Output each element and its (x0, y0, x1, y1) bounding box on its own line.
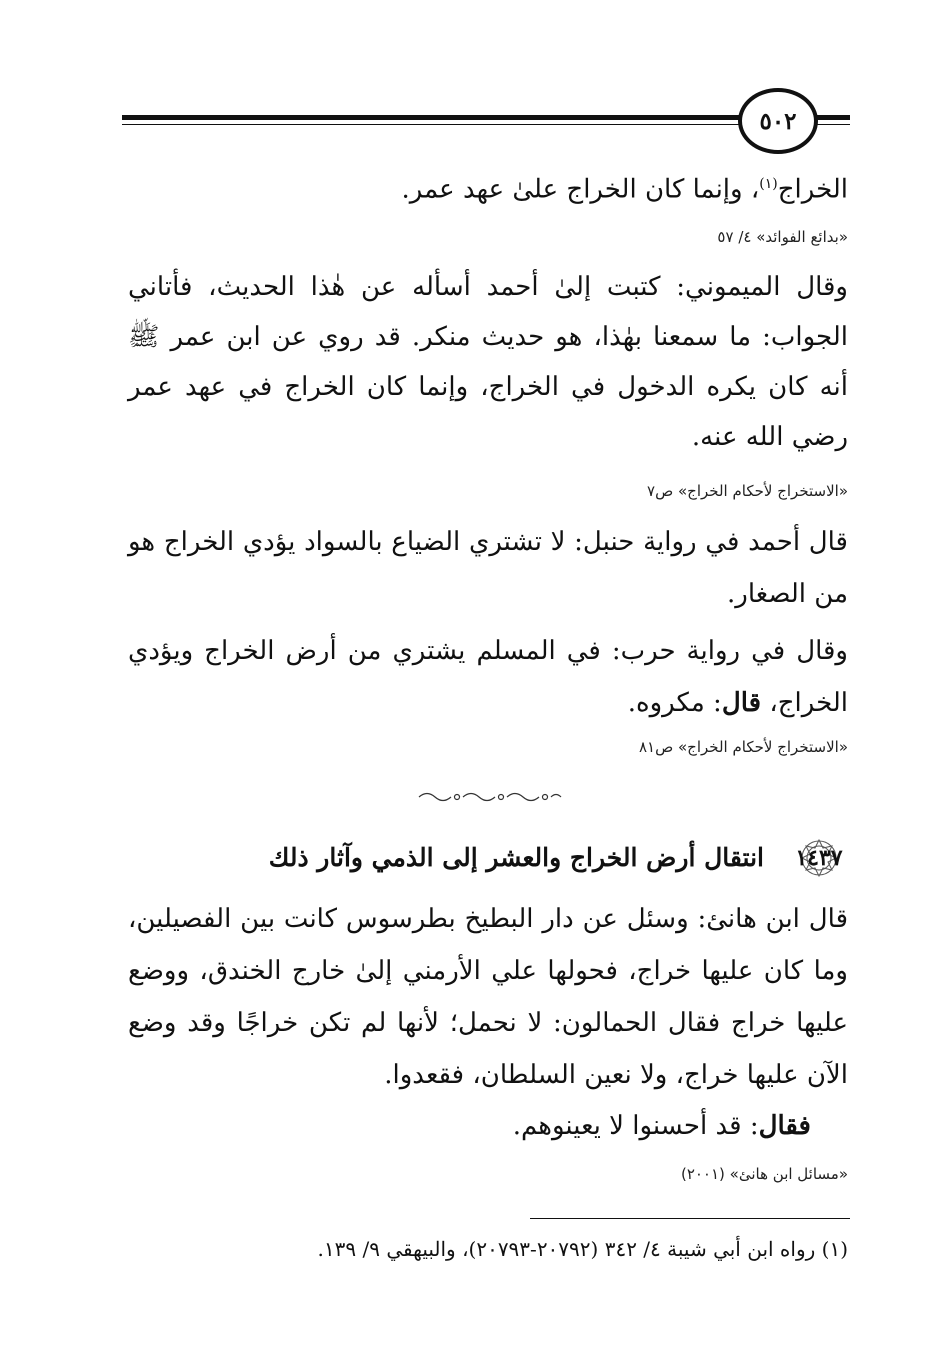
source-citation-2: «الاستخراج لأحكام الخراج» ص٧ (647, 482, 848, 500)
ornament-divider (415, 790, 565, 804)
answer-label: فقال (758, 1111, 811, 1141)
page-number: ٥٠٢ (738, 88, 818, 154)
paragraph-4-end: : مكروه. (627, 688, 722, 718)
paragraph-4 (128, 625, 848, 729)
paragraph-1 (128, 158, 848, 216)
source-citation-3: «الاستخراج لأحكام الخراج» ص٨١ (638, 738, 848, 756)
paragraph-1-rest: ، وإنما كان الخراج علىٰ عهد عمر. (401, 174, 760, 205)
paragraph-3: قال أحمد في رواية حنبل: لا تشتري الضياع بالسواد يؤدي الخراج هو من الصغار. (128, 527, 848, 609)
source-citation-1: «بدائع الفوائد» ٤/ ٥٧ (717, 228, 848, 246)
section-paragraph: قال ابن هانئ: وسئل عن دار البطيخ بطرسوس كانت بين الفصيلين، وما كان عليها خراج، فحولها علي الأرمني إلىٰ خارج الخندق، ووضع عليها خراج فقال الحمالون: لا نحمل؛ لأنها لم تكن خراجًا وقد وضع الآن عليها خراج، ولا نعين السلطان، فقعدوا. (128, 904, 848, 1090)
section-answer (91, 1100, 811, 1152)
footnote-rule (530, 1218, 850, 1219)
section-number: ١٤٣٧ (795, 845, 843, 871)
said-label: قال (721, 688, 762, 718)
source-citation-4: «مسائل ابن هانئ» (٢٠٠١) (680, 1165, 848, 1183)
paragraph-2: وقال الميموني: كتبت إلىٰ أحمد أسأله عن هٰذا الحديث، فأتاني الجواب: ما سمعنا بهٰذا، هو حديث منكر. قد روي عن ابن عمر ﷺ أنه كان يكره الدخول في الخراج، وإنما كان الخراج في عهد عمر رضي الله عنه. (128, 272, 848, 452)
paragraph-1-start: الخراج (777, 174, 848, 205)
paragraph-4-start: وقال في رواية حرب: في المسلم يشتري من أرض الخراج ويؤدي الخراج، (128, 636, 848, 718)
footnote: (١) رواه ابن أبي شيبة ٤/ ٣٤٢ (٢٠٧٩٢-٢٠٧٩٣)، والبيهقي ٩/ ١٣٩. (317, 1237, 848, 1261)
footnote-ref[interactable]: (١) (759, 176, 778, 192)
section-title: انتقال أرض الخراج والعشر إلى الذمي وآثار ذلك (268, 843, 764, 872)
answer-text: : قد أحسنوا لا يعينوهم. (512, 1111, 759, 1141)
section-heading (128, 838, 848, 882)
